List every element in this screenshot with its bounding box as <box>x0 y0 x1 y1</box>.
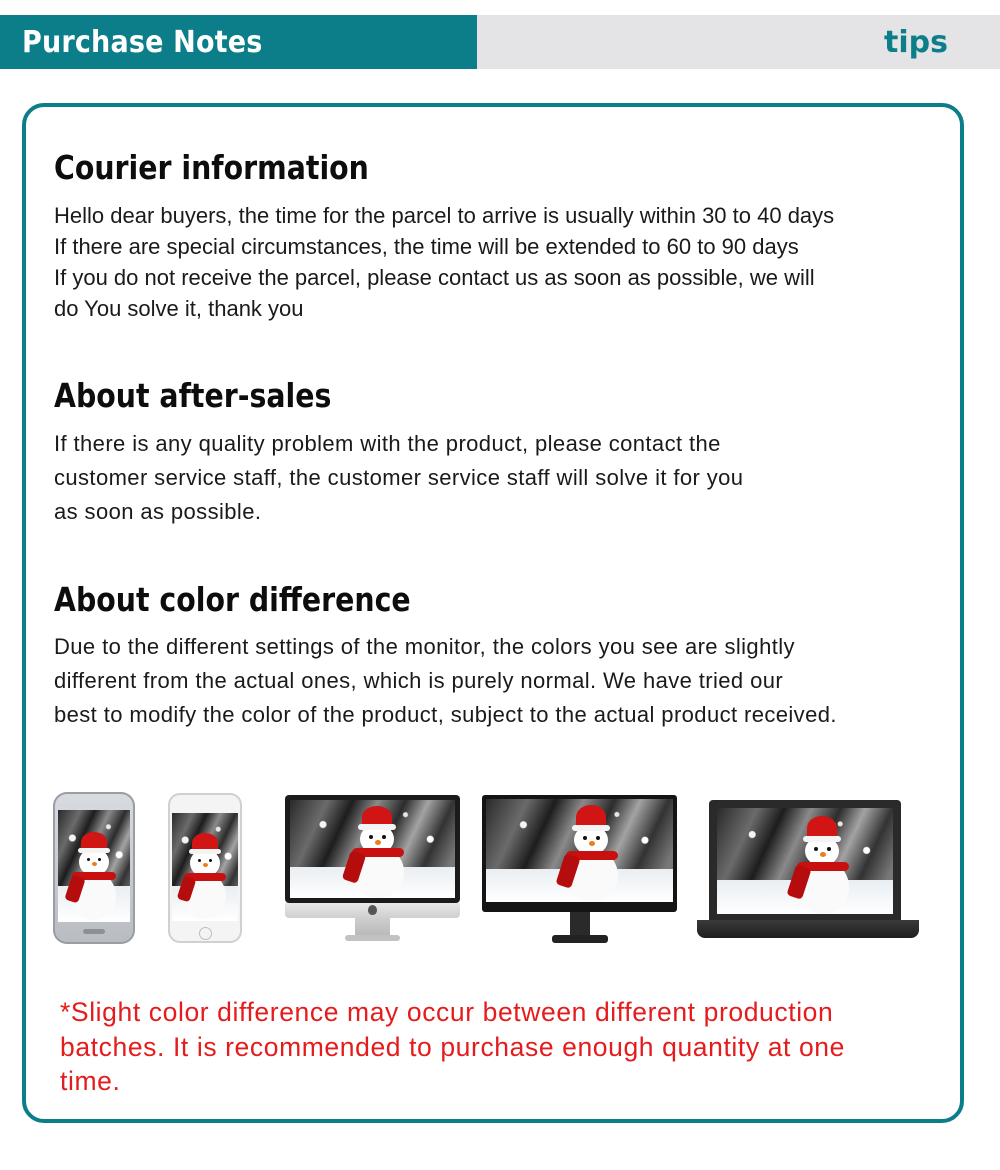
color-difference-heading: About color difference <box>54 580 411 619</box>
tips-label: tips <box>884 25 948 60</box>
snowman-screen <box>717 808 893 914</box>
after-sales-text <box>54 427 743 529</box>
after-sales-line: customer service staff, the customer service staff will solve it for you <box>54 465 744 490</box>
color-difference-line: Due to the different settings of the monitor, the colors you see are slightly <box>54 634 795 659</box>
color-difference-line: different from the actual ones, which is purely normal. We have tried our <box>54 668 784 693</box>
desktop-monitor-image <box>482 795 677 947</box>
color-difference-note <box>60 995 845 1099</box>
snowman-figure <box>556 805 626 902</box>
courier-line: If you do not receive the parcel, please contact us as soon as possible, we will <box>54 265 815 290</box>
snowman-screen <box>172 813 238 921</box>
snowman-screen <box>290 800 455 898</box>
courier-line: Hello dear buyers, the time for the parcel to arrive is usually within 30 to 40 days <box>54 203 835 228</box>
header-banner <box>0 15 1000 69</box>
imac-image <box>285 795 460 945</box>
courier-info-text <box>54 200 834 324</box>
laptop-image <box>697 800 919 942</box>
after-sales-line: If there is any quality problem with the product, please contact the <box>54 431 721 456</box>
after-sales-heading: About after-sales <box>54 376 332 415</box>
snowman-figure <box>66 830 122 922</box>
snowman-screen <box>58 810 130 922</box>
page-title: Purchase Notes <box>22 25 263 60</box>
color-difference-line: best to modify the color of the product, subject to the actual product received. <box>54 702 837 727</box>
android-phone-image <box>53 792 135 944</box>
courier-info-heading: Courier information <box>54 148 369 187</box>
note-line: batches. It is recommended to purchase enough quantity at one <box>60 1031 845 1062</box>
courier-line: If there are special circumstances, the time will be extended to 60 to 90 days <box>54 234 799 259</box>
note-line: *Slight color difference may occur between different production <box>60 997 834 1027</box>
snowman-screen <box>486 799 673 902</box>
apple-logo-icon <box>368 905 377 915</box>
courier-line: do You solve it, thank you <box>54 296 304 321</box>
color-difference-text <box>54 630 837 732</box>
snowman-figure <box>787 816 857 914</box>
note-line: time. <box>60 1066 121 1096</box>
snowman-figure <box>178 831 232 921</box>
header-title-bar <box>0 15 477 69</box>
after-sales-line: as soon as possible. <box>54 499 262 524</box>
snowman-figure <box>342 806 412 898</box>
header-tips-bar <box>477 15 1000 69</box>
iphone-image <box>168 793 242 943</box>
